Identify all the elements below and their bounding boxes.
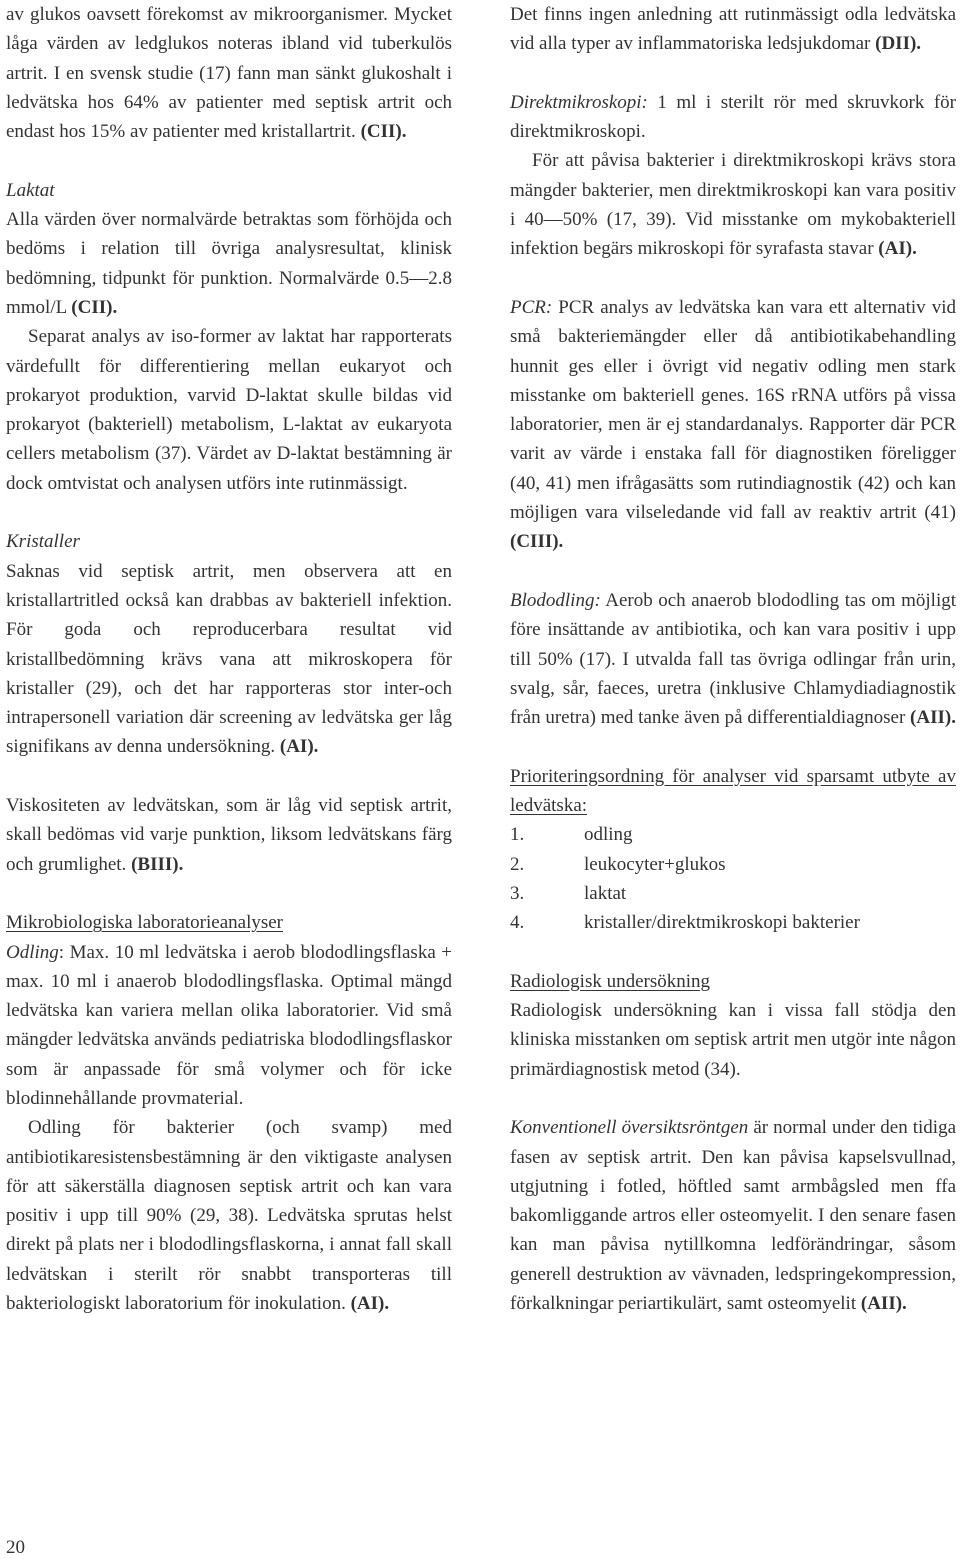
evidence-grade: (CII). xyxy=(360,121,407,143)
heading-laktat: Laktat xyxy=(6,179,55,201)
evidence-grade: (AII). xyxy=(860,1293,907,1315)
paragraph-odling: Odling: Max. 10 ml ledvätska i aerob blododlingsflaska + max. 10 ml i anaerob blododlingsflaska. Optimal mängd ledvätska kan variera mellan olika laboratorier. Vid små mängder ledvätska används pediatriska blododlingsflaskor som är anpassade för små volymer och för icke blodinnehållande provmaterial. xyxy=(6,941,452,1109)
paragraph-radiologi: Radiologisk undersökning kan i vissa fall stödja den kliniska misstanken om septisk artrit men utgör inte någon primärdiagnostisk metod (34). xyxy=(510,1000,956,1080)
paragraph-direktmikroskopi-2: För att påvisa bakterier i direktmikroskopi krävs stora mängder bakterier, men direktmikroskopi kan vara positiv i 40—50% (17, 39). Vid misstanke om mykobakteriell infektion begärs mikroskopi för syrafasta stavar (AI). xyxy=(510,150,956,260)
label-konventionell: Konventionell översiktsröntgen xyxy=(510,1117,749,1139)
paragraph-glukos: av glukos oavsett förekomst av mikroorganismer. Mycket låga värden av ledglukos noteras ibland vid tuberkulös artrit. I en svensk studie (17) fann man sänkt glukoshalt i ledvätska hos 64% av patienter med septisk artrit och endast hos 15% av patienter med kristallartrit. (CII). xyxy=(6,4,452,143)
paragraph-laktat-1: Alla värden över normalvärde betraktas som förhöjda och bedöms i relation till övriga analysresultat, klinisk bedömning, tidpunkt för punktion. Normalvärde 0.5—2.8 mmol/L (CII). xyxy=(6,209,452,318)
evidence-grade: (AI). xyxy=(350,1293,390,1315)
list-item: 3. laktat xyxy=(510,882,627,904)
left-column xyxy=(6,0,452,1318)
heading-prioritering: Prioriteringsordning för analyser vid sparsamt utbyte av ledvätska: xyxy=(510,765,956,817)
label-odling: Odling xyxy=(6,941,59,963)
paragraph-blododling: Blododling: Aerob och anaerob blododling tas om möjligt före insättande av antibiotika, och kan vara positiv i upp till 50% (17). I utvalda fall tas övriga odlingar från urin, svalg, sår, faeces, uretra (inklusive Chlamydiadiagnostik från uretra) med tanke även på differentialdiagnoser (AII). xyxy=(510,589,956,729)
label-blododling: Blododling: xyxy=(510,589,601,611)
evidence-grade: (AI). xyxy=(878,238,917,260)
paragraph-odla-rutin: Det finns ingen anledning att rutinmässigt odla ledvätska vid alla typer av inflammatoriska ledsjukdomar (DII). xyxy=(510,4,956,55)
paragraph-direktmikroskopi: Direktmikroskopi: 1 ml i sterilt rör med skruvkork för direktmikroskopi. xyxy=(510,91,956,143)
page-number: 20 xyxy=(6,1537,25,1558)
right-column xyxy=(510,0,956,1318)
paragraph-odling-2: Odling för bakterier (och svamp) med antibiotikaresistensbestämning är den viktigaste analysen för att säkerställa diagnosen septisk artrit och kan vara positiv i upp till 90% (29, 38). Ledvätska sprutas helst direkt på plats ner i blododlingsflaskorna, i annat fall skall ledvätskan i sterilt rör snabbt transporteras till bakteriologiskt laboratorium för inokulation. (AI). xyxy=(6,1117,452,1315)
paragraph-viskositet: Viskositeten av ledvätskan, som är låg vid septisk artrit, skall bedömas vid varje punktion, liksom ledvätskans färg och grumlighet. (BIII). xyxy=(6,795,452,875)
evidence-grade: (AI). xyxy=(279,736,319,758)
priority-list xyxy=(510,820,956,937)
list-item: 4. kristaller/direktmikroskopi bakterier xyxy=(510,912,860,934)
paragraph-konventionell: Konventionell översiktsröntgen är normal under den tidiga fasen av septisk artrit. Den kan påvisa kapselsvullnad, utgjutning i fotled, höftled samt armbågsled men ffa bakomliggande artros eller osteomyelit. I den senare fasen kan man påvisa nytillkomna ledförändringar, såsom generell destruktion av vävnaden, ledspringekompression, förkalkningar periartikulärt, samt osteomyelit (AII). xyxy=(510,1117,957,1315)
evidence-grade: (CII). xyxy=(71,296,118,318)
list-item: 2. leukocyter+glukos xyxy=(510,853,726,875)
evidence-grade: (CIII). xyxy=(510,531,564,553)
evidence-grade: (DII). xyxy=(875,33,922,55)
heading-mikrobiologi: Mikrobiologiska laboratorieanalyser xyxy=(6,912,284,934)
list-item: 1. odling xyxy=(510,824,633,846)
evidence-grade: (BIII). xyxy=(131,853,184,875)
paragraph-laktat-2: Separat analys av iso-former av laktat har rapporterats värdefullt för differentiering mellan eukaryot och prokaryot produktion, varvid D-laktat skulle bildas vid prokaryot (bakteriell) metabolism, L-laktat av eukaryota cellers metabolism (37). Värdet av D-laktat bestämning är dock omtvistat och analysen utförs inte rutinmässigt. xyxy=(6,326,452,494)
label-direktmikroskopi: Direktmikroskopi: xyxy=(510,91,648,113)
paragraph-pcr: PCR: PCR analys av ledvätska kan vara ett alternativ vid små bakteriemängder eller då antibiotikabehandling hunnit ges eller i övrigt vid negativ odling men stark misstanke om bakteriell genes. 16S rRNA utförs på vissa laboratorier, men är ej standardanalys. Rapporter där PCR varit av värde i enstaka fall för diagnostiken föreligger (40, 41) men ifrågasätts som rutindiagnostik (42) och kan möjligen vara vilseledande vid fall av reaktiv artrit (41) (CIII). xyxy=(510,296,956,553)
paragraph-kristaller: Saknas vid septisk artrit, men observera att en kristallartritled också kan drabbas av bakteriell infektion. För goda och reproducerbara resultat vid kristallbedömning krävs vana att mikroskopera för kristaller (29), och det har rapporteras stor inter-och intrapersonell variation där screening av ledvätska ger låg signifikans av denna undersökning. (AI). xyxy=(6,560,452,758)
evidence-grade: (AII). xyxy=(910,707,956,729)
label-pcr: PCR: xyxy=(510,296,553,318)
heading-kristaller: Kristaller xyxy=(6,531,80,553)
heading-radiologi: Radiologisk undersökning xyxy=(510,970,711,992)
